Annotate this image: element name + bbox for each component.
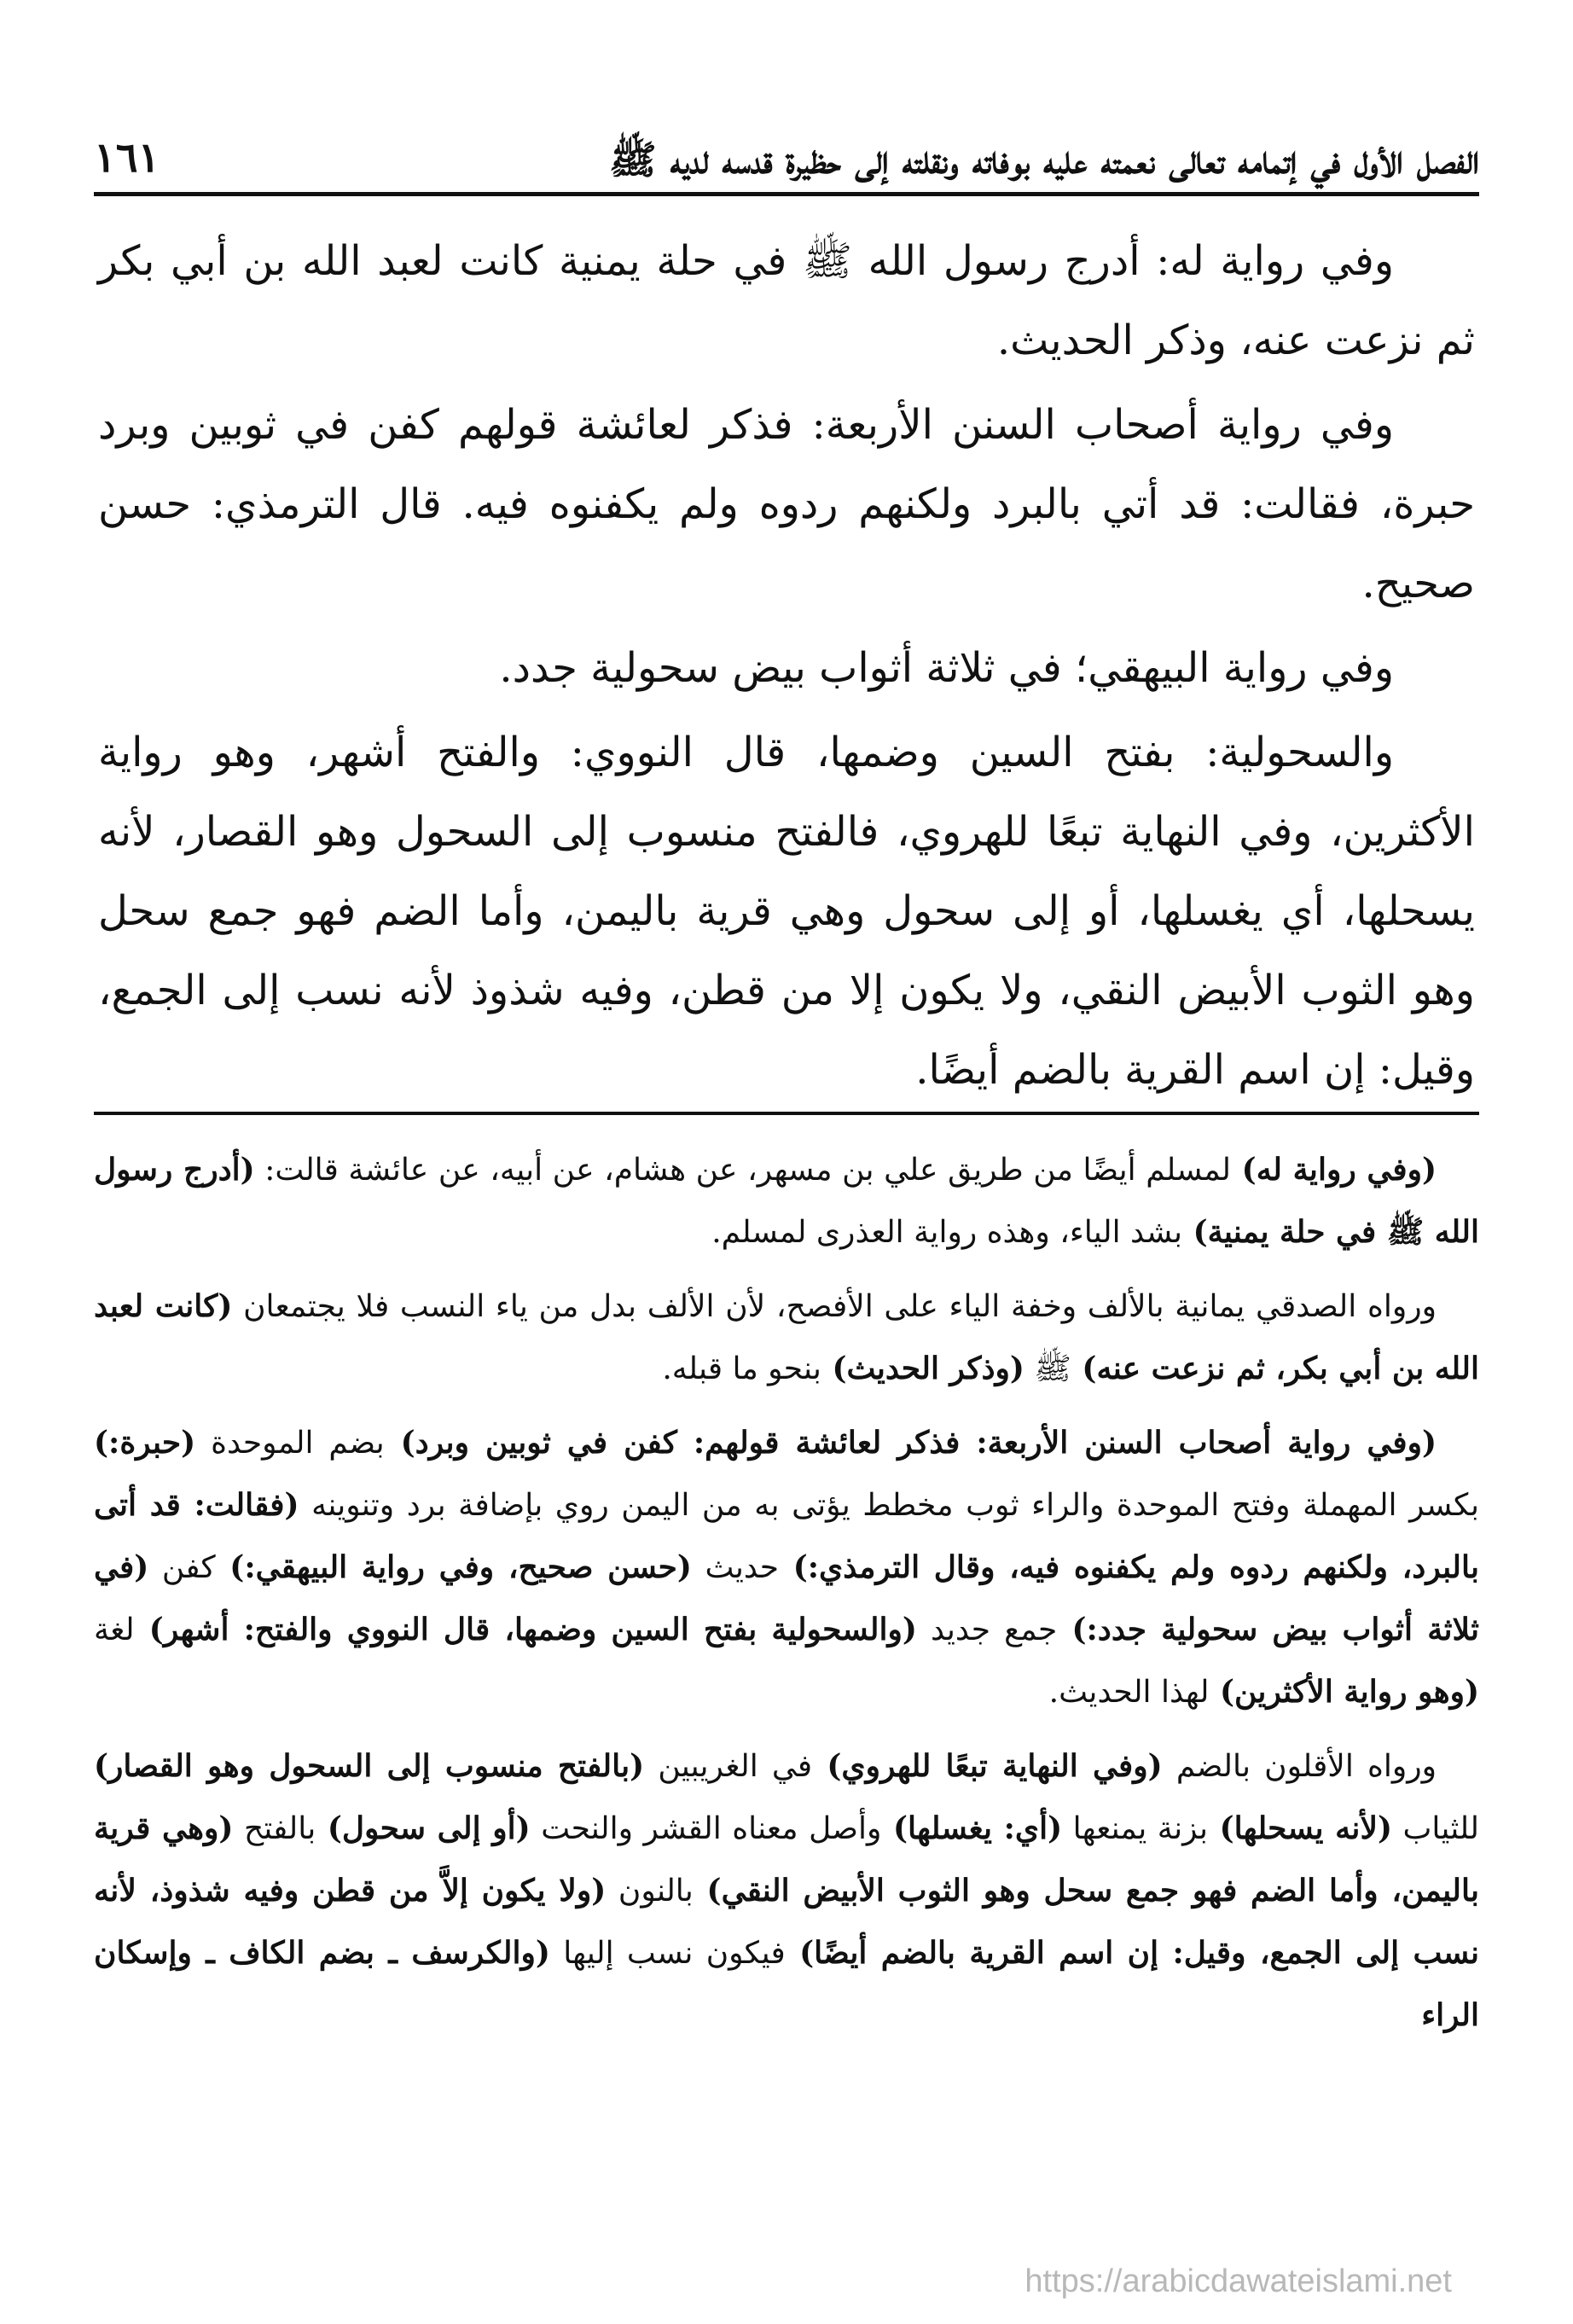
commentary-text: بضم الموحدة bbox=[195, 1426, 385, 1461]
commentary-text: وأصل معناه القشر والنحت bbox=[530, 1811, 882, 1846]
main-text bbox=[98, 222, 1475, 1115]
commentary-text: جمع جديد bbox=[916, 1612, 1058, 1647]
commentary-text: للثياب bbox=[1392, 1811, 1480, 1846]
commentary-text: فيكون نسب إليها bbox=[549, 1936, 786, 1971]
commentary-text: لهذا الحديث. bbox=[1048, 1675, 1210, 1710]
commentary-paragraph bbox=[94, 1275, 1479, 1400]
page-number: ١٦١ bbox=[94, 134, 160, 183]
main-paragraph: وفي رواية البيهقي؛ في ثلاثة أثواب بيض سحولية جدد. bbox=[499, 644, 1394, 692]
quoted-text: (أي: يغسلها) bbox=[881, 1810, 1063, 1846]
commentary-text: في الغريبين bbox=[644, 1749, 813, 1784]
commentary bbox=[94, 1139, 1479, 2059]
running-header bbox=[94, 102, 1479, 183]
quoted-text: (حسن صحيح، وفي رواية البيهقي:) bbox=[215, 1549, 692, 1585]
quoted-text: (حبرة:) bbox=[94, 1425, 196, 1461]
quoted-text: (وهي قرية باليمن، وأما الضم فهو جمع سحل وهو الثوب الأبيض النقي) bbox=[94, 1810, 1479, 1909]
commentary-text: حديث bbox=[691, 1550, 780, 1585]
commentary-text: بالنون bbox=[606, 1874, 694, 1909]
quoted-text: (لأنه يسحلها) bbox=[1208, 1810, 1393, 1846]
quoted-text: (والسحولية بفتح السين وضمها، قال النووي والفتح: أشهر) bbox=[134, 1612, 917, 1647]
commentary-paragraph bbox=[94, 1412, 1479, 1723]
quoted-text: (وهو رواية الأكثرين) bbox=[1209, 1674, 1479, 1710]
quoted-text: (والكرسف ـ بضم الكاف ـ وإسكان الراء bbox=[94, 1935, 1479, 2033]
commentary-text: كفن bbox=[148, 1550, 216, 1585]
quoted-text: (وفي رواية أصحاب السنن الأربعة: فذكر لعائشة قولهم: كفن في ثوبين وبرد) bbox=[384, 1425, 1437, 1461]
quoted-text: (بالفتح منسوب إلى السحول وهو القصار) bbox=[94, 1748, 645, 1784]
quoted-text: (أدرج رسول الله ﷺ في حلة يمنية) bbox=[94, 1152, 1479, 1250]
quoted-text: (وذكر الحديث) bbox=[821, 1351, 1024, 1386]
commentary-text: ورواه الصدقي يمانية بالألف وخفة الياء على الأفصح، لأن الألف بدل من ياء النسب فلا يجتمعان bbox=[232, 1289, 1437, 1324]
commentary-text: بشد الياء، وهذه رواية العذرى لمسلم. bbox=[711, 1215, 1183, 1250]
quoted-text: (ولا يكون إلاَّ من قطن وفيه شذوذ، لأنه نسب إلى الجمع، وقيل: إن اسم القرية بالضم أيضًا) bbox=[94, 1873, 1480, 1971]
commentary-text: لغة bbox=[94, 1612, 135, 1647]
main-paragraph: والسحولية: بفتح السين وضمها، قال النووي: والفتح أشهر، وهو رواية الأكثرين، وفي النهاية تبعًا للهروي، فالفتح منسوب إلى السحول وهو القصار، لأنه يسحلها، أي يغسلها، أو إلى سحول وهي قرية باليمن، وأما الضم فهو جمع سحل وهو الثوب الأبيض النقي، ولا يكون إلا من قطن، وفيه شذوذ لأنه نسب إلى الجمع، وقيل: إن اسم القرية بالضم أيضًا. bbox=[98, 729, 1475, 1094]
main-paragraph: وفي رواية أصحاب السنن الأربعة: فذكر لعائشة قولهم كفن في ثوبين وبرد حبرة، فقالت: قد أتي بالبرد ولكنهم ردوه ولم يكفنوه فيه. قال الترمذي: حسن صحيح. bbox=[98, 401, 1475, 607]
commentary-text: بالفتح bbox=[233, 1811, 316, 1846]
footnote-separator bbox=[94, 1112, 1479, 1115]
quoted-text: (وفي النهاية تبعًا للهروي) bbox=[812, 1748, 1163, 1784]
quoted-text: (كانت لعبد الله بن أبي بكر، ثم نزعت عنه) bbox=[94, 1288, 1479, 1386]
commentary-paragraph bbox=[94, 1735, 1479, 2047]
commentary-text: بزنة يمنعها bbox=[1062, 1811, 1208, 1846]
quoted-text: (أو إلى سحول) bbox=[316, 1810, 531, 1846]
commentary-text: بنحو ما قبله. bbox=[662, 1351, 821, 1386]
commentary-text: ﷺ bbox=[1024, 1351, 1071, 1386]
quoted-text: (وفي رواية له) bbox=[1231, 1152, 1437, 1188]
commentary-text: بكسر المهملة وفتح الموحدة والراء ثوب مخطط يؤتى به من اليمن روي بإضافة برد وتنوينه bbox=[299, 1488, 1479, 1523]
quoted-text: (فقالت: قد أتى بالبرد، ولكنهم ردوه ولم يكفنوه فيه، وقال الترمذي:) bbox=[94, 1487, 1480, 1585]
commentary-paragraph bbox=[94, 1139, 1479, 1264]
commentary-text: لمسلم أيضًا من طريق علي بن مسهر، عن هشام، عن أبيه، عن عائشة قالت: bbox=[254, 1153, 1232, 1188]
header-rule bbox=[94, 192, 1479, 196]
watermark-url: https://arabicdawateislami.net bbox=[1024, 2263, 1452, 2299]
quoted-text: (في ثلاثة أثواب بيض سحولية جدد:) bbox=[94, 1549, 1480, 1647]
chapter-title: الفصل الأول في إتمامه تعالى نعمته عليه بوفاته ونقلته إلى حظيرة قدسه لديه ﷺ bbox=[609, 136, 1479, 183]
main-paragraph: وفي رواية له: أدرج رسول الله ﷺ في حلة يمنية كانت لعبد الله بن أبي بكر ثم نزعت عنه، وذكر الحديث. bbox=[98, 237, 1475, 364]
commentary-text: ورواه الأقلون بالضم bbox=[1162, 1749, 1437, 1784]
